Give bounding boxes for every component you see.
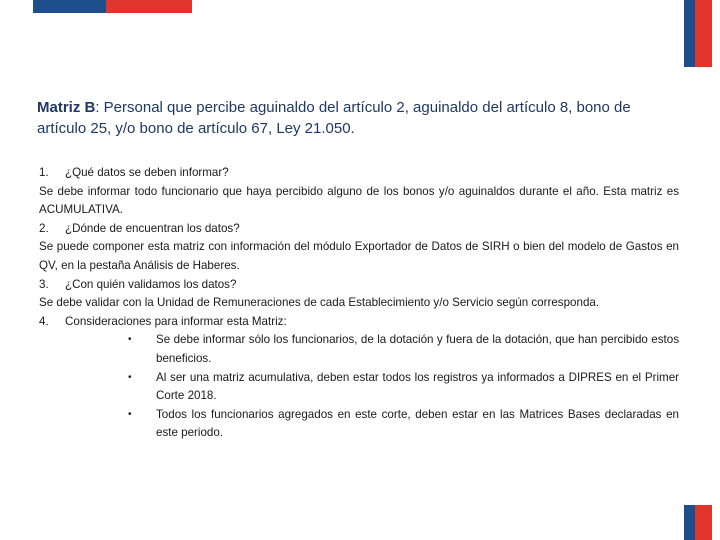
bullet-item-2: • Al ser una matriz acumulativa, deben estar todos los registros ya informados a DIPRES en el Primer Corte 2018. bbox=[128, 370, 679, 403]
footer-blue-bar bbox=[684, 505, 695, 540]
footer-red-bar bbox=[695, 505, 712, 540]
corner-red-bar bbox=[695, 0, 712, 67]
slide-body bbox=[39, 164, 679, 443]
title-rest: : Personal que percibe aguinaldo del artículo 2, aguinaldo del artículo 8, bono de artículo 25, y/o bono de artículo 67, Ley 21.050. bbox=[37, 99, 631, 137]
header-blue-bar bbox=[33, 0, 106, 13]
question-2: 2. ¿Dónde de encuentran los datos? bbox=[39, 221, 240, 235]
bullet-icon: • bbox=[128, 408, 132, 420]
slide-title bbox=[37, 97, 677, 139]
question-1: 1. ¿Qué datos se deben informar? bbox=[39, 166, 229, 179]
bullet-icon: • bbox=[128, 371, 132, 383]
question-3: 3. ¿Con quién validamos los datos? bbox=[39, 277, 237, 291]
answer-3: Se debe validar con la Unidad de Remuneraciones de cada Establecimiento y/o Servicio según corresponda. bbox=[39, 296, 600, 310]
title-bold: Matriz B bbox=[37, 99, 96, 116]
question-4: 4. Consideraciones para informar esta Matriz: bbox=[39, 314, 287, 328]
answer-2: Se puede componer esta matriz con información del módulo Exportador de Datos de SIRH o bien del modelo de Gastos en QV, en la pestaña Análisis de Haberes. bbox=[39, 240, 679, 272]
bullet-icon: • bbox=[128, 334, 132, 346]
bullet-item-3: • Todos los funcionarios agregados en este corte, deben estar en las Matrices Bases declaradas en este periodo. bbox=[128, 407, 679, 440]
bullet-item-1: • Se debe informar sólo los funcionarios, de la dotación y fuera de la dotación, que han percibido estos beneficios. bbox=[128, 333, 679, 365]
answer-1: Se debe informar todo funcionario que haya percibido alguno de los bonos y/o aguinaldos durante el año. Esta matriz es ACUMULATIVA. bbox=[39, 184, 679, 217]
corner-blue-bar bbox=[684, 0, 695, 67]
header-red-bar bbox=[106, 0, 192, 13]
